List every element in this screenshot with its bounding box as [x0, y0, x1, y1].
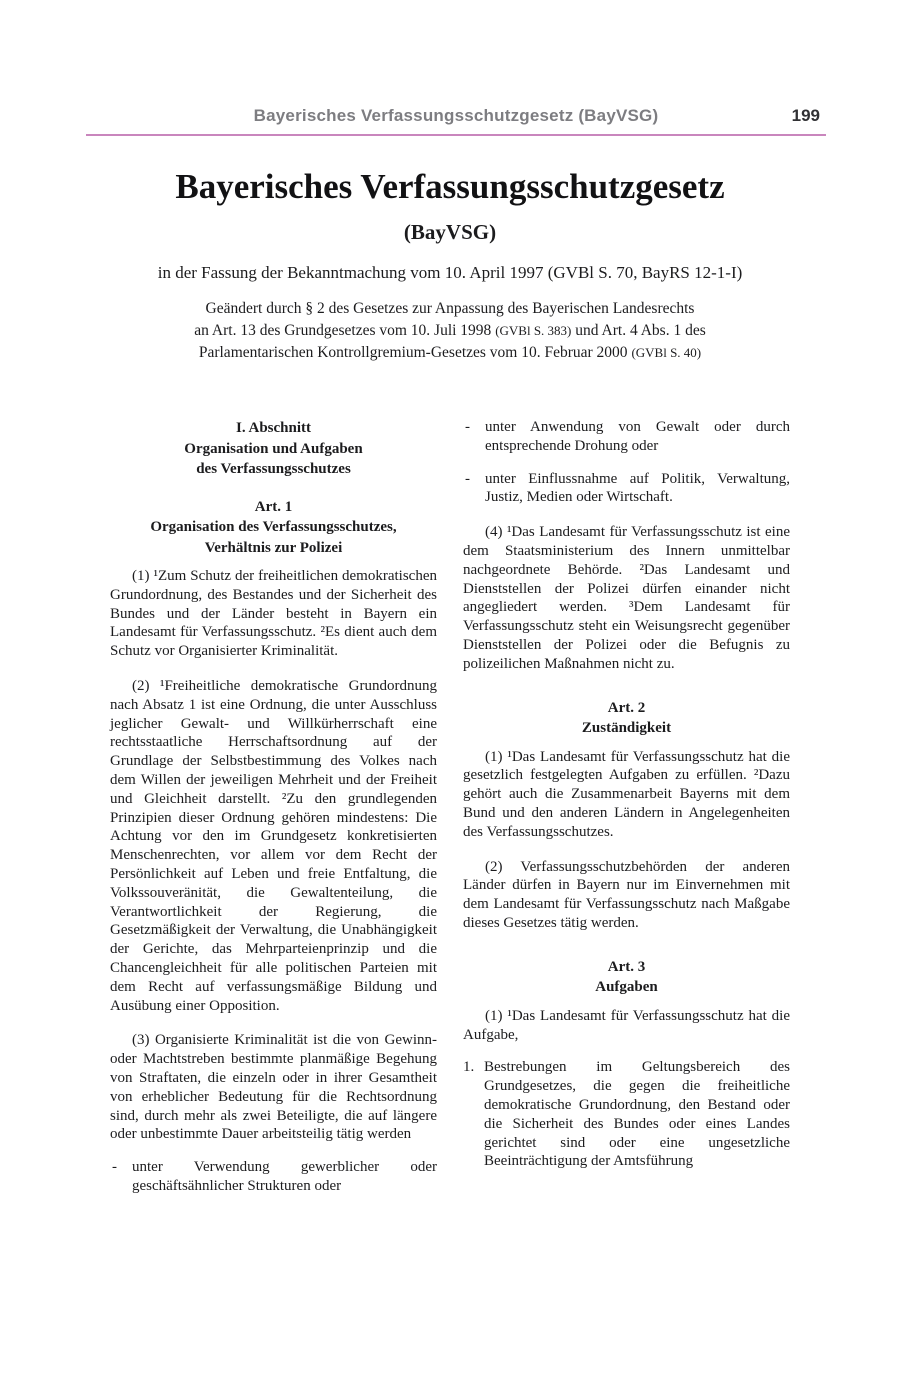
article-heading-line: Art. 3 — [607, 958, 646, 975]
list-item-dash — [463, 418, 790, 456]
amendment-line-2 — [0, 320, 900, 342]
page-header — [86, 106, 826, 126]
list-item-dash — [463, 470, 790, 508]
list-item-text: unter Anwendung von Gewalt oder durch entsprechende Drohung oder — [485, 419, 790, 454]
law-gazette-page — [0, 106, 900, 1379]
article-heading-line: Zuständigkeit — [581, 720, 672, 737]
list-item-text: unter Verwendung gewerblicher oder geschäftsähnlicher Strukturen oder — [132, 1159, 437, 1194]
section-heading-line: des Verfassungsschutzes — [196, 461, 351, 477]
amendment-note — [0, 298, 900, 364]
article-heading-line: Art. 2 — [607, 699, 646, 716]
numbered-item-1 — [463, 1058, 790, 1171]
numbered-item-text: Bestrebungen im Geltungsbereich des Grundgesetzes, die gegen die freiheitliche demokratische Grundordnung, den Bestand oder die Sicherheit des Bundes oder eines Landes gerichtet sind oder eine ungesetzliche Beeinträchtigung der Amtsführung — [484, 1059, 790, 1170]
article-heading-line: Art. 1 — [254, 498, 293, 515]
article-2-heading — [463, 698, 790, 739]
right-column — [463, 418, 790, 1196]
page-number: 199 — [791, 106, 820, 125]
header-rule — [86, 134, 826, 136]
document-subtitle: (BayVSG) — [403, 220, 497, 244]
article-1-paragraph-4: (4) ¹Das Landesamt für Verfassungsschutz ist eine dem Staatsministerium des Innern unmittelbar nachgeordnete Behörde. ²Das Landesamt und Dienststellen der Polizei dürfen einander nicht angegliedert werden. ³Dem Landesamt für Verfassungsschutz steht ein Weisungsrecht gegenüber Dienststellen der Polizei oder die Befugnis zu polizeilichen Maßnahmen nicht zu. — [463, 524, 790, 672]
section-heading-line: I. Abschnitt — [235, 420, 312, 436]
amendment-text: Parlamentarischen Kontrollgremium-Gesetzes vom 10. Februar 2000 — [198, 344, 628, 361]
document-title: Bayerisches Verfassungsschutzgesetz — [175, 167, 725, 206]
list-item-dash — [110, 1158, 437, 1196]
amendment-text: an Art. 13 des Grundgesetzes vom 10. Juli 1998 — [194, 322, 492, 339]
gazette-reference: (GVBl S. 40) — [631, 345, 702, 360]
gazette-reference: (GVBl S. 383) — [495, 323, 572, 338]
article-heading-line: Organisation des Verfassungsschutzes, — [150, 519, 397, 535]
article-heading-line: Verhältnis zur Polizei — [204, 539, 343, 556]
version-line: in der Fassung der Bekanntmachung vom 10. April 1997 (GVBl S. 70, BayRS 12-1-I) — [157, 263, 743, 282]
amendment-text: Geändert durch § 2 des Gesetzes zur Anpassung des Bayerischen Landesrechts — [205, 300, 695, 317]
two-column-body — [110, 418, 790, 1196]
article-1-heading — [110, 497, 437, 559]
article-2-paragraph-2: (2) Verfassungsschutzbehörden der anderen Länder dürfen in Bayern nur im Einvernehmen mit dem Landesamt für Verfassungsschutz nach Maßgabe dieses Gesetzes tätig werden. — [463, 858, 790, 931]
article-1-paragraph-3: (3) Organisierte Kriminalität ist die von Gewinn- oder Machtstreben bestimmte planmäßige Begehung von Straftaten, die einzeln oder in ihrer Gesamtheit von erheblicher Bedeutung für die Rechtsordnung sind, durch mehr als zwei Beteiligte, die auf längere oder unbestimmte Dauer arbeitsteilig tätig werden — [110, 1032, 437, 1143]
dash-marker: - — [112, 1159, 117, 1176]
article-1-paragraph-1: (1) ¹Zum Schutz der freiheitlichen demokratischen Grundordnung, des Bestandes und der Sicherheit des Bundes und der Länder besteht in Bayern ein Landesamt für Verfassungsschutz. ²Es dient auch dem Schutz vor Organisierter Kriminalität. — [110, 568, 437, 660]
amendment-line-3 — [0, 342, 900, 364]
dash-marker: - — [465, 470, 470, 487]
amendment-text: und Art. 4 Abs. 1 des — [575, 322, 706, 339]
left-column — [110, 418, 437, 1196]
item-number: 1. — [463, 1059, 475, 1076]
article-3-paragraph-1: (1) ¹Das Landesamt für Verfassungsschutz hat die Aufgabe, — [463, 1007, 790, 1043]
running-title: Bayerisches Verfassungsschutzgesetz (BayVSG) — [253, 106, 659, 125]
amendment-line-1 — [0, 298, 900, 320]
article-heading-line: Aufgaben — [595, 979, 658, 996]
dash-marker: - — [465, 419, 470, 435]
article-2-paragraph-1: (1) ¹Das Landesamt für Verfassungsschutz hat die gesetzlich festgelegten Aufgaben zu erfüllen. ²Dazu gehört auch die Zusammenarbeit Bayerns mit dem Bund und den anderen Ländern in Angelegenheiten des Verfassungsschutzes. — [463, 748, 790, 840]
article-1-paragraph-2: (2) ¹Freiheitliche demokratische Grundordnung nach Absatz 1 ist eine Ordnung, die unter Ausschluss jeglicher Gewalt- und Willkürherrschaft eine rechtsstaatliche Herrschaftsordnung auf der Grundlage der Selbstbestimmung des Volkes nach dem Willen der jeweiligen Mehrheit und der Freiheit und Gleichheit darstellt. ²Zu den grundlegenden Prinzipien dieser Ordnung gehören mindestens: Die Achtung vor den im Grundgesetz konkretisierten Menschenrechten, vor allem vor dem Recht der Persönlichkeit auf Leben und freie Entfaltung, die Volkssouveränität, die Gewaltenteilung, die Verantwortlichkeit der Regierung, die Gesetzmäßigkeit der Verwaltung, die Unabhängigkeit der Gerichte, das Mehrparteienprinzip und die Chancengleichheit für alle politischen Parteien mit dem Recht auf verfassungsmäßige Bildung und Ausübung einer Opposition. — [110, 677, 437, 1014]
list-item-text: unter Einflussnahme auf Politik, Verwaltung, Justiz, Medien oder Wirtschaft. — [485, 470, 790, 506]
article-3-heading — [463, 957, 790, 998]
section-heading-line: Organisation und Aufgaben — [184, 440, 363, 457]
section-heading — [110, 418, 437, 480]
